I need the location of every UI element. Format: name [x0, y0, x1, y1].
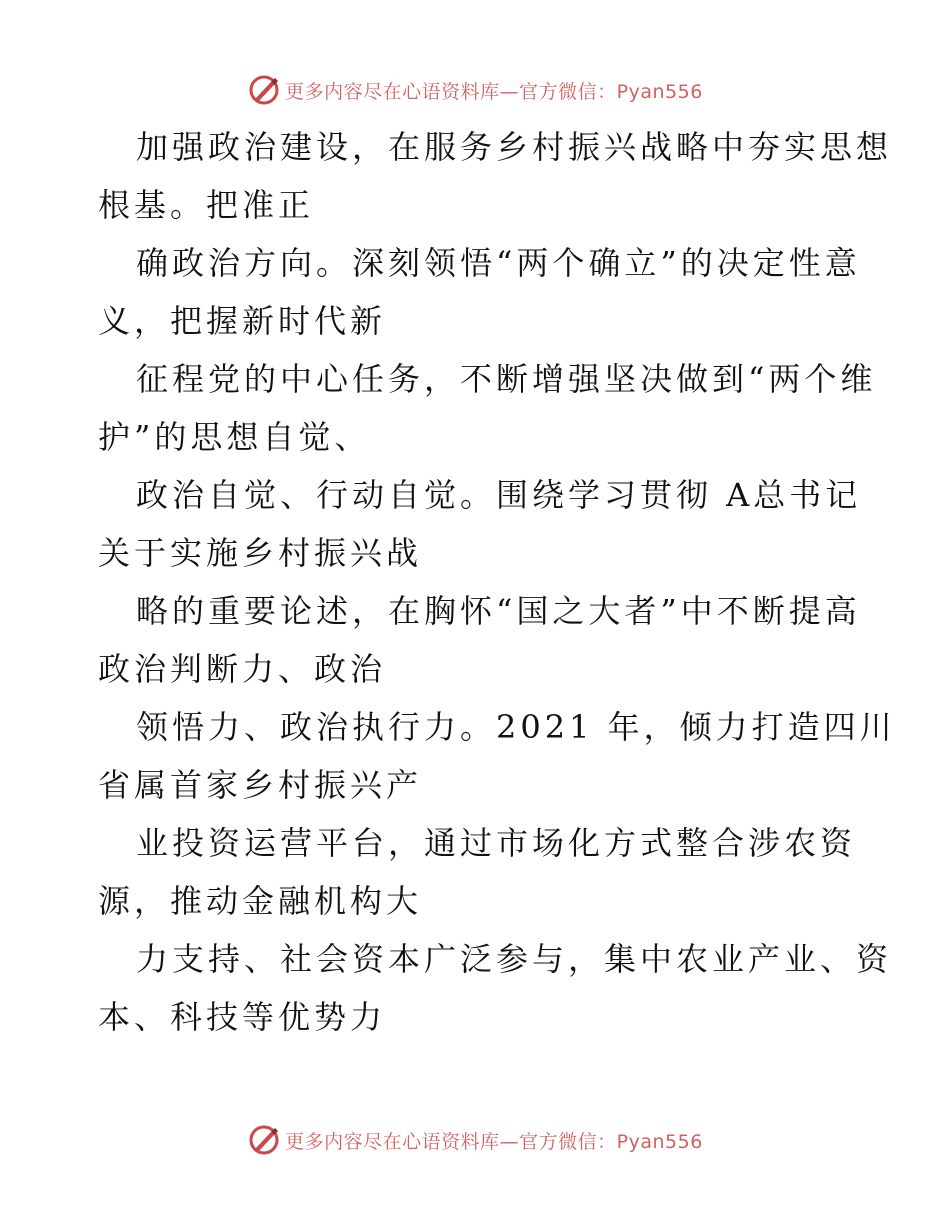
body-line: 源，推动金融机构大	[98, 882, 423, 920]
pen-logo-icon	[247, 1123, 281, 1157]
body-line: 政治自觉、行动自觉。围绕学习贯彻 A总书记	[136, 476, 862, 514]
document-body	[98, 118, 896, 1046]
body-line: 护”的思想自觉、	[98, 418, 371, 456]
pen-logo-icon	[247, 73, 281, 107]
body-line: 关于实施乡村振兴战	[98, 534, 423, 572]
header-banner-text: 更多内容尽在心语资料库—官方微信：Pyan556	[285, 80, 703, 103]
body-line: 加强政治建设，在服务乡村振兴战略中夯实思想	[136, 128, 893, 166]
body-line: 根基。把准正	[98, 186, 315, 224]
body-line: 力支持、社会资本广泛参与，集中农业产业、资	[136, 940, 893, 978]
header-banner	[0, 70, 950, 110]
body-line: 征程党的中心任务，不断增强坚决做到“两个维	[136, 360, 877, 398]
body-line: 确政治方向。深刻领悟“两个确立”的决定性意	[136, 244, 861, 282]
body-line: 本、科技等优势力	[98, 998, 387, 1036]
body-line: 略的重要论述，在胸怀“国之大者”中不断提高	[136, 592, 861, 630]
footer-banner-text: 更多内容尽在心语资料库—官方微信：Pyan556	[285, 1130, 703, 1153]
footer-banner	[0, 1120, 950, 1160]
body-line: 领悟力、政治执行力。2021 年，倾力打造四川	[136, 708, 896, 746]
body-line: 政治判断力、政治	[98, 650, 387, 688]
body-line: 业投资运营平台，通过市场化方式整合涉农资	[136, 824, 857, 862]
body-line: 省属首家乡村振兴产	[98, 766, 423, 804]
body-line: 义，把握新时代新	[98, 302, 387, 340]
